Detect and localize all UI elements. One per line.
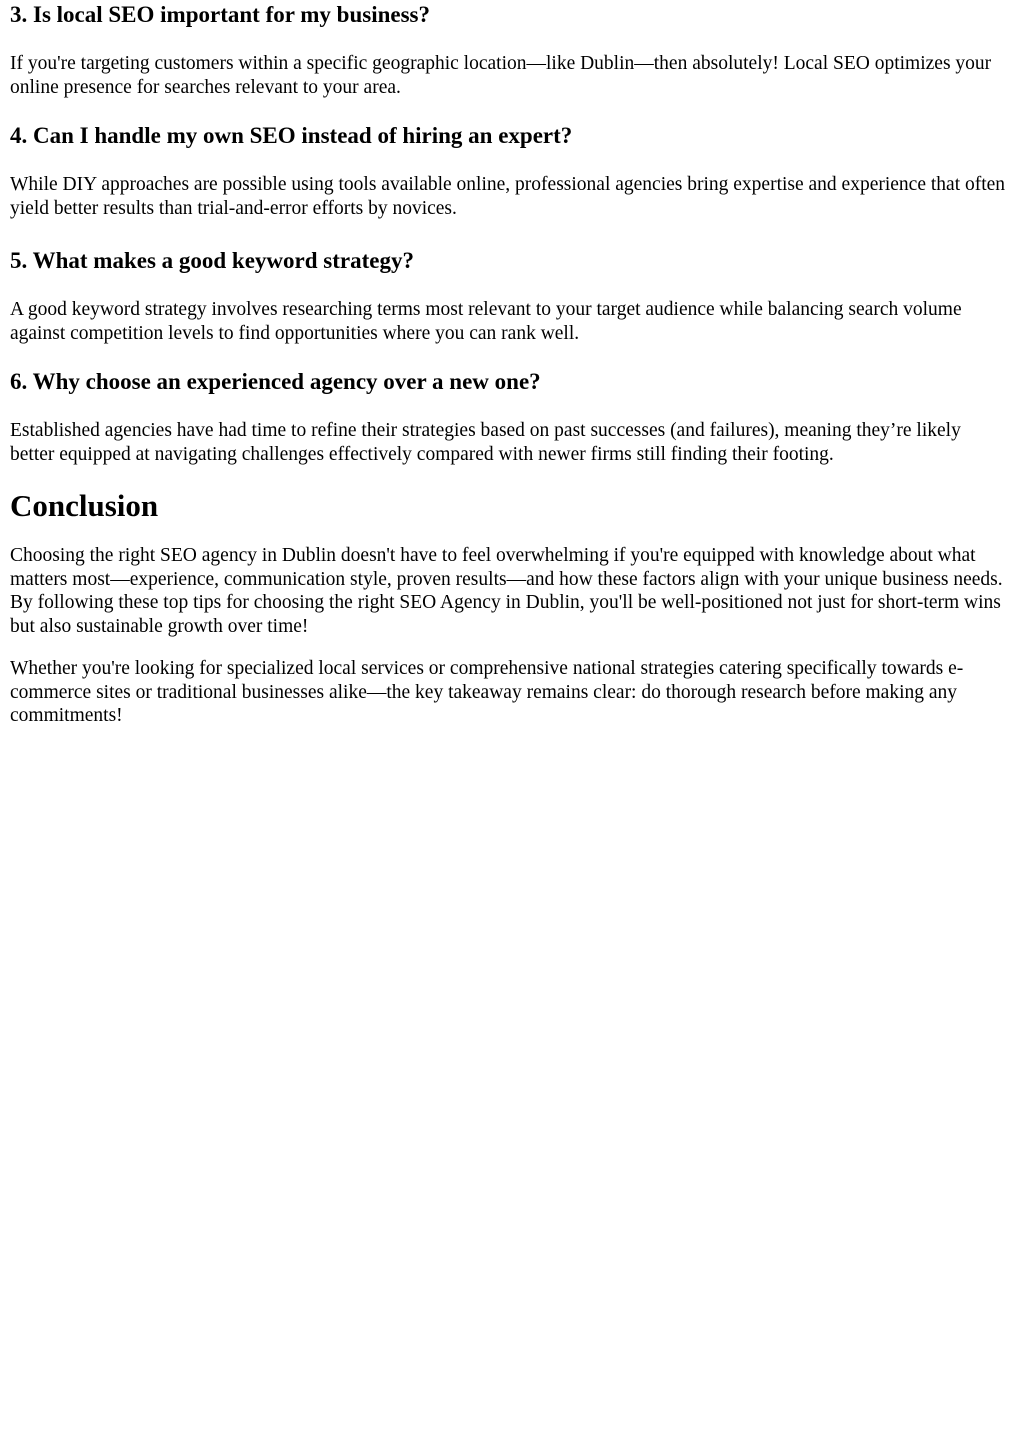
- faq-question-4: 4. Can I handle my own SEO instead of hiring an expert?: [10, 123, 573, 148]
- faq-answer-6: Established agencies have had time to refine their strategies based on past successes (and failures), meaning they’re likely better equipped at navigating challenges effectively compared with newer firms still finding their footing.: [10, 420, 961, 465]
- faq-answer-5: A good keyword strategy involves researching terms most relevant to your target audience while balancing search volume against competition levels to find opportunities where you can rank well.: [10, 299, 962, 344]
- faq-question-6: 6. Why choose an experienced agency over a new one?: [10, 369, 541, 394]
- faq-answer-3: If you're targeting customers within a specific geographic location—like Dublin—then absolutely! Local SEO optimizes your online presence for searches relevant to your area.: [10, 53, 992, 98]
- document-page: [0, 1, 1024, 1447]
- faq-question-3: 3. Is local SEO important for my business?: [10, 2, 431, 27]
- conclusion-paragraph-1: Choosing the right SEO agency in Dublin doesn't have to feel overwhelming if you're equipped with knowledge about what matters most—experience, communication style, proven results—and how these factors align with your unique business needs. By following these top tips for choosing the right SEO Agency in Dublin, you'll be well-positioned not just for short-term wins but also sustainable growth over time!: [10, 545, 1003, 637]
- faq-answer-4: While DIY approaches are possible using tools available online, professional agencies bring expertise and experience that often yield better results than trial-and-error efforts by novices.: [10, 174, 1006, 219]
- faq-question-5: 5. What makes a good keyword strategy?: [10, 248, 414, 273]
- conclusion-heading: Conclusion: [10, 488, 159, 523]
- conclusion-paragraph-2: Whether you're looking for specialized local services or comprehensive national strategies catering specifically towards e-commerce sites or traditional businesses alike—the key takeaway remains clear: do thorough research before making any commitments!: [10, 658, 964, 726]
